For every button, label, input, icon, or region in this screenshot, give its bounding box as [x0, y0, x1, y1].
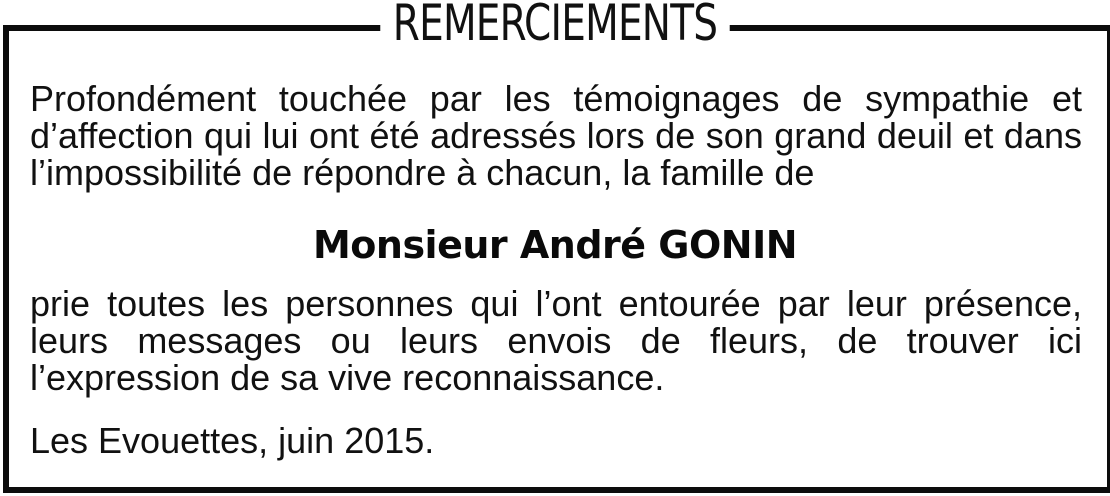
- signoff-line: Les Evouettes, juin 2015.: [30, 420, 435, 461]
- heading-text: REMERCIEMENTS: [380, 0, 729, 52]
- deceased-name: Monsieur André GONIN: [312, 223, 798, 267]
- notice-heading: [0, 0, 1110, 52]
- message-paragraph: prie toutes les personnes qui l’ont entourée par leur présence, leurs messages ou leurs envois de fleurs, de trouver ici l’expression de sa vive reconnaissance.: [30, 283, 1082, 398]
- intro-paragraph: Profondément touchée par les témoignages de sympathie et d’affection qui lui ont été adressés lors de son grand deuil et dans l’impossibilité de répondre à chacun, la famille de: [30, 78, 1082, 193]
